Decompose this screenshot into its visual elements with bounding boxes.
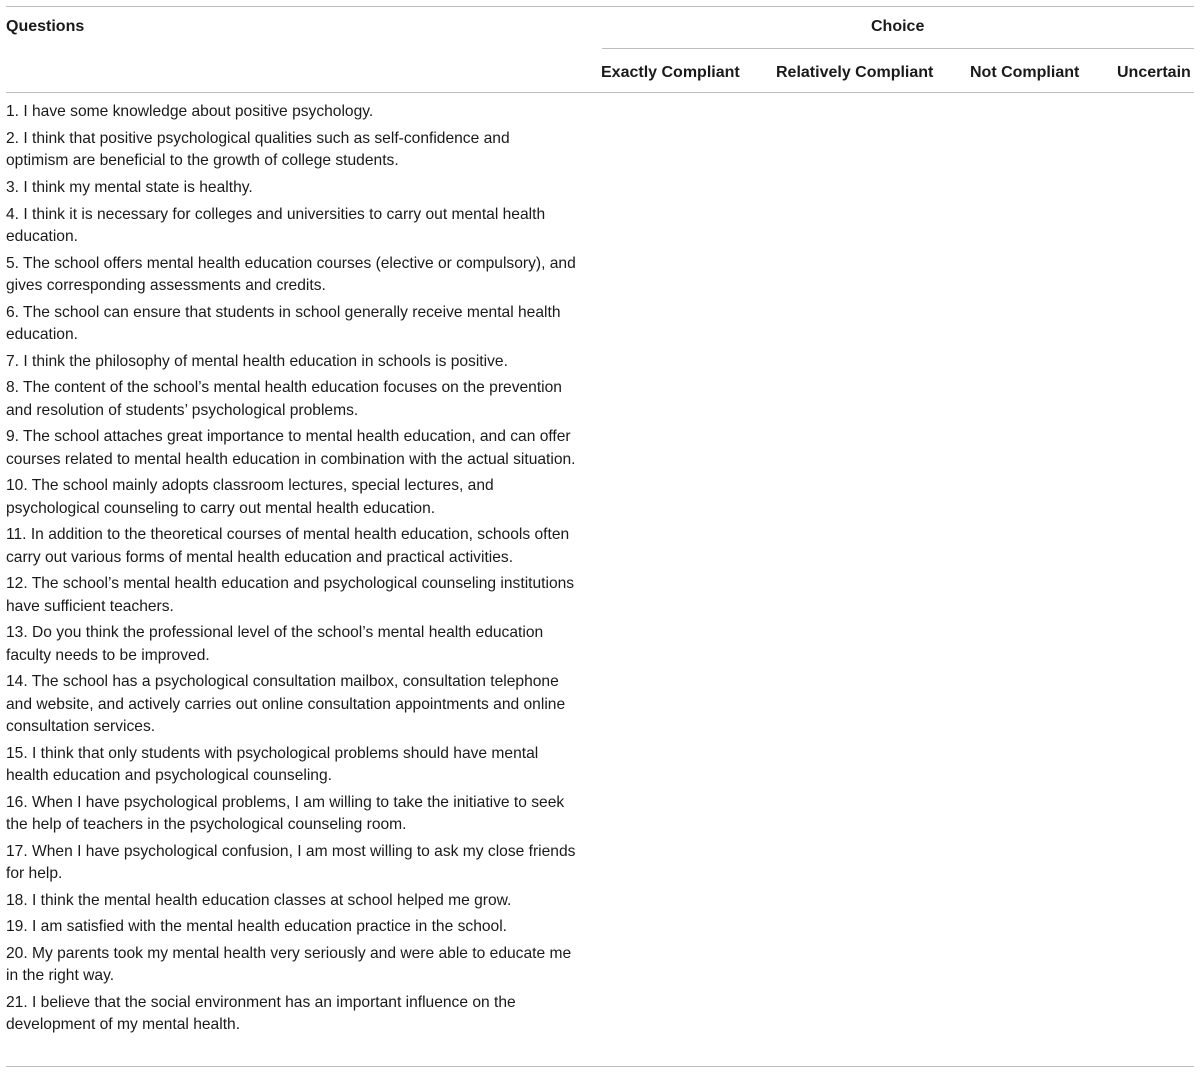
question-row: 10. The school mainly adopts classroom lectures, special lectures, and psychological counseling to carry out mental health education. xyxy=(6,477,494,517)
question-list xyxy=(6,101,576,1041)
question-row: 12. The school’s mental health education and psychological counseling institutions have sufficient teachers. xyxy=(6,575,575,615)
choice-column-not-compliant: Not Compliant xyxy=(970,64,1080,81)
question-row: 2. I think that positive psychological qualities such as self-confidence and optimism are beneficial to the growth of college students. xyxy=(6,129,510,169)
question-row: 19. I am satisfied with the mental health education practice in the school. xyxy=(6,918,508,936)
question-row: 9. The school attaches great importance to mental health education, and can offer courses related to mental health education in combination with the actual situation. xyxy=(6,428,576,468)
header-bottom-rule xyxy=(6,92,1194,93)
question-row: 15. I think that only students with psychological problems should have mental health education and psychological counseling. xyxy=(6,744,539,784)
question-row: 6. The school can ensure that students in school generally receive mental health education. xyxy=(6,303,561,343)
choice-header-rule xyxy=(602,48,1194,49)
table-bottom-rule xyxy=(6,1066,1194,1067)
question-row: 17. When I have psychological confusion, I am most willing to ask my close friends for help. xyxy=(6,842,576,882)
question-row: 8. The content of the school’s mental health education focuses on the prevention and resolution of students’ psychological problems. xyxy=(6,379,562,419)
question-row: 13. Do you think the professional level of the school’s mental health education faculty needs to be improved. xyxy=(6,624,544,664)
question-row: 4. I think it is necessary for colleges and universities to carry out mental health education. xyxy=(6,205,546,245)
question-row: 3. I think my mental state is healthy. xyxy=(6,178,253,196)
question-row: 11. In addition to the theoretical courses of mental health education, schools often carry out various forms of mental health education and practical activities. xyxy=(6,526,570,566)
question-row: 14. The school has a psychological consultation mailbox, consultation telephone and website, and actively carries out online consultation appointments and online consultation services. xyxy=(6,673,566,735)
question-row: 18. I think the mental health education classes at school helped me grow. xyxy=(6,891,512,909)
question-row: 7. I think the philosophy of mental health education in schools is positive. xyxy=(6,352,508,370)
choice-header: Choice xyxy=(871,18,925,35)
table-top-rule xyxy=(6,6,1194,7)
question-row: 5. The school offers mental health education courses (elective or compulsory), and gives corresponding assessments and credits. xyxy=(6,254,576,294)
questions-header: Questions xyxy=(6,18,85,35)
question-row: 20. My parents took my mental health very seriously and were able to educate me in the right way. xyxy=(6,945,572,985)
choice-column-uncertain: Uncertain xyxy=(1117,64,1191,81)
question-row: 1. I have some knowledge about positive psychology. xyxy=(6,103,374,120)
choice-column-exactly-compliant: Exactly Compliant xyxy=(601,64,740,81)
question-row: 16. When I have psychological problems, I am willing to take the initiative to seek the help of teachers in the psychological counseling room. xyxy=(6,793,565,833)
choice-column-relatively-compliant: Relatively Compliant xyxy=(776,64,934,81)
question-row: 21. I believe that the social environment has an important influence on the development of my mental health. xyxy=(6,994,516,1034)
